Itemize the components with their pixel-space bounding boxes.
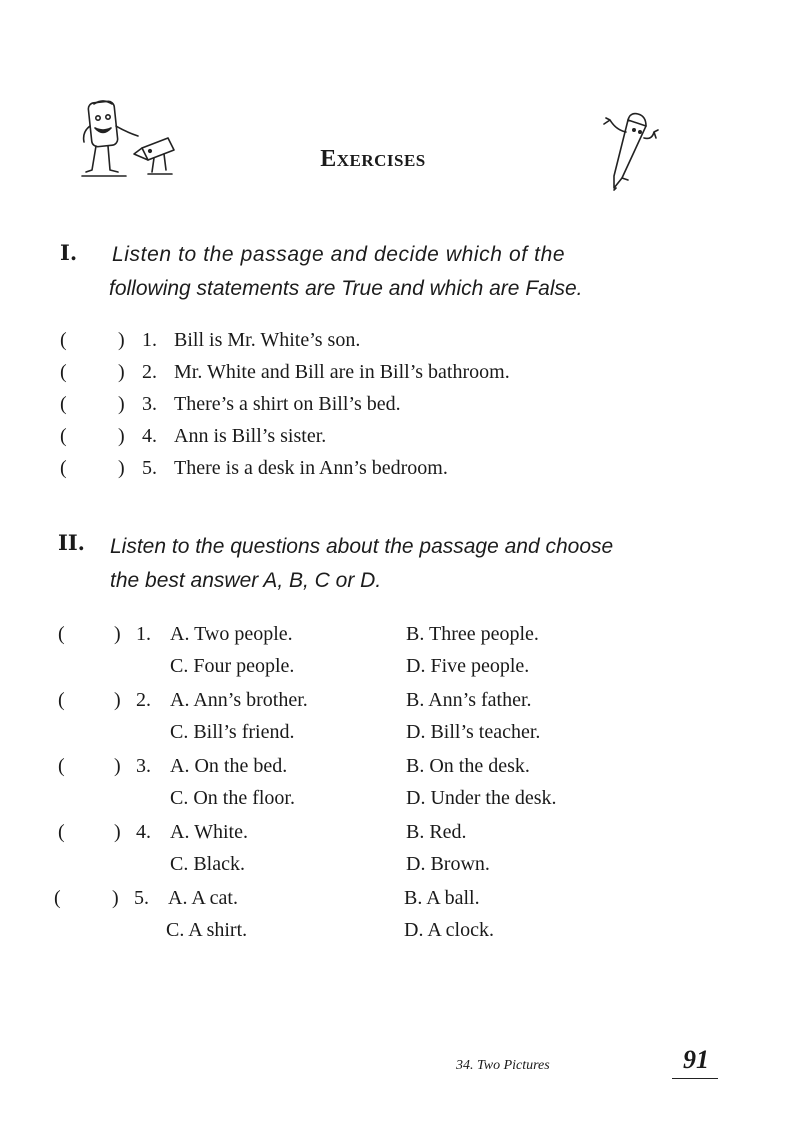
answer-blank-close: ) [114,623,121,645]
statement-text: Ann is Bill’s sister. [174,425,327,447]
section-number: I. [60,240,78,265]
option-d: D. Brown. [406,853,490,875]
page-title: Exercises [320,146,426,172]
answer-blank-open: ( [60,425,67,447]
option-c: C. Four people. [170,655,295,677]
section-instruction [109,238,583,306]
answer-blank-open: ( [58,623,65,645]
question-row [0,848,800,880]
item-number: 1. [142,329,157,351]
lesson-footer: 34. Two Pictures [456,1058,550,1073]
statement-text: Mr. White and Bill are in Bill’s bathroom. [174,361,510,383]
option-a: A. On the bed. [170,755,288,777]
answer-blank-open: ( [58,755,65,777]
option-d: D. Bill’s teacher. [406,721,541,743]
list-item [0,452,800,484]
dancing-pencil-icon [598,104,662,192]
answer-blank-close: ) [114,755,121,777]
list-item [0,420,800,452]
multiple-choice-list [0,618,800,946]
item-number: 2. [142,361,157,383]
question-row [0,650,800,682]
answer-blank-open: ( [54,887,61,909]
question-row [0,882,800,914]
question-number: 1. [136,623,151,645]
option-c: C. On the floor. [170,787,295,809]
statement-text: There is a desk in Ann’s bedroom. [174,457,448,479]
statement-text: There’s a shirt on Bill’s bed. [174,393,401,415]
answer-blank-open: ( [60,393,67,415]
question-row [0,750,800,782]
answer-blank-close: ) [112,887,119,909]
question-number: 3. [136,755,151,777]
item-number: 3. [142,393,157,415]
answer-blank-close: ) [118,329,125,351]
option-c: C. Bill’s friend. [170,721,295,743]
option-a: A. A cat. [168,887,238,909]
option-b: B. Three people. [406,623,539,645]
answer-blank-open: ( [58,821,65,843]
option-c: C. A shirt. [166,919,248,941]
question-row [0,782,800,814]
option-b: B. Red. [406,821,467,843]
section-instruction [110,530,613,598]
answer-blank-close: ) [118,393,125,415]
answer-blank-close: ) [114,821,121,843]
question-row [0,816,800,848]
question-number: 2. [136,689,151,711]
option-b: B. A ball. [404,887,480,909]
section-number: II. [58,530,85,555]
list-item [0,356,800,388]
statement-text: Bill is Mr. White’s son. [174,329,361,351]
option-b: B. Ann’s father. [406,689,532,711]
option-a: A. Ann’s brother. [170,689,308,711]
list-item [0,388,800,420]
question-row [0,618,800,650]
true-false-list [0,324,800,484]
option-a: A. White. [170,821,248,843]
option-b: B. On the desk. [406,755,530,777]
answer-blank-open: ( [60,361,67,383]
item-number: 4. [142,425,157,447]
answer-blank-open: ( [60,329,67,351]
question-row [0,684,800,716]
question-row [0,914,800,946]
answer-blank-close: ) [118,361,125,383]
question-row [0,716,800,748]
instruction-line: Listen to the questions about the passage and choose [110,535,614,558]
question-number: 4. [136,821,151,843]
page-number-rule [672,1078,718,1079]
question-number: 5. [134,887,149,909]
answer-blank-open: ( [58,689,65,711]
option-d: D. Five people. [406,655,530,677]
instruction-line: the best answer A, B, C or D. [110,569,382,592]
page-number: 91 [683,1045,709,1074]
option-a: A. Two people. [170,623,293,645]
answer-blank-open: ( [60,457,67,479]
option-d: D. A clock. [404,919,494,941]
instruction-line: following statements are True and which are False. [109,277,583,300]
answer-blank-close: ) [118,425,125,447]
answer-blank-close: ) [114,689,121,711]
instruction-line: Listen to the passage and decide which of the [112,243,566,266]
answer-blank-close: ) [118,457,125,479]
list-item [0,324,800,356]
option-d: D. Under the desk. [406,787,557,809]
option-c: C. Black. [170,853,245,875]
item-number: 5. [142,457,157,479]
